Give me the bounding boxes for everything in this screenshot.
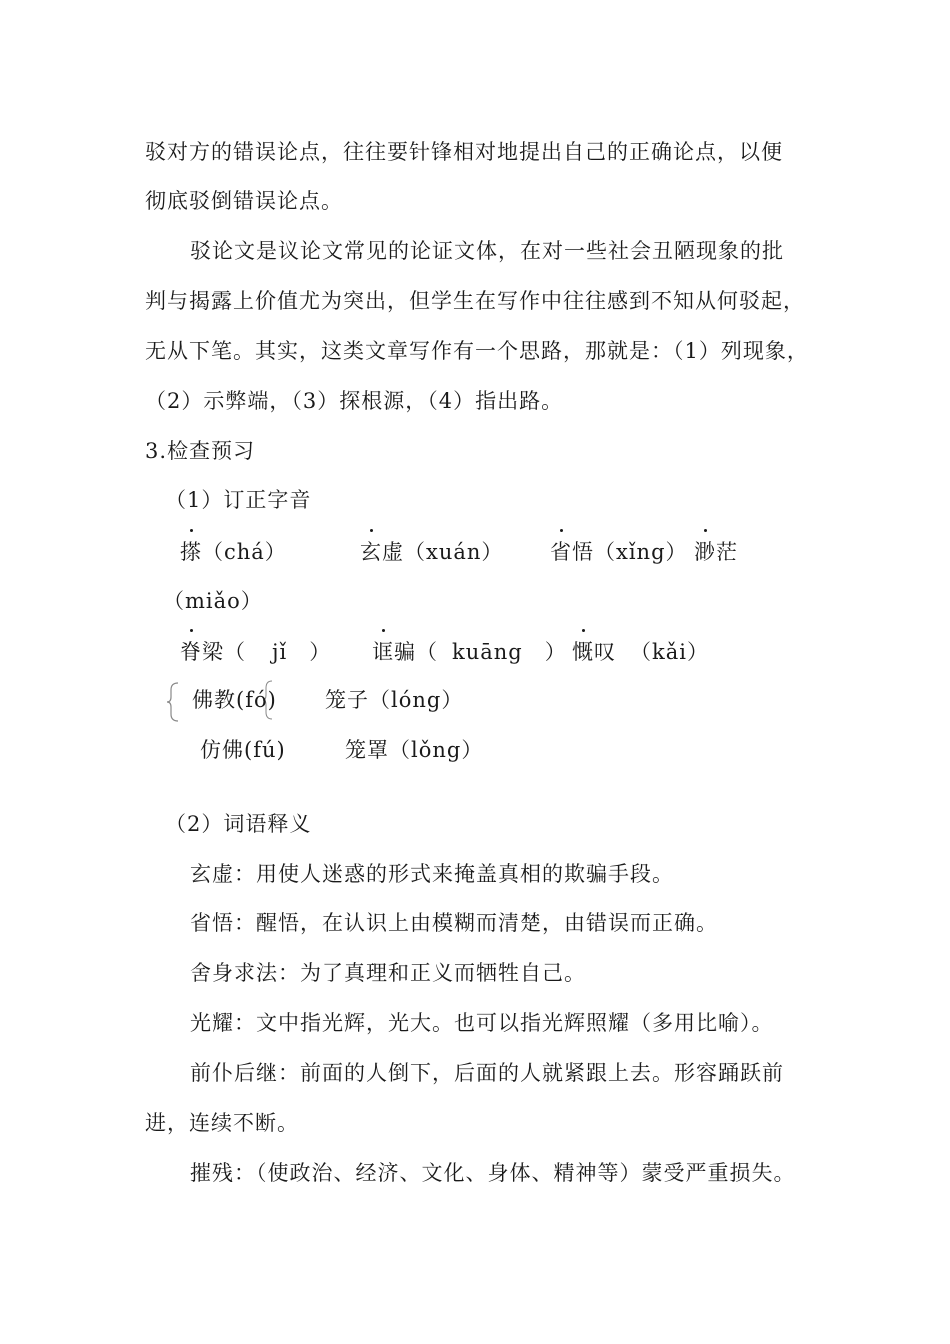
pron-xingwu (550, 538, 688, 566)
definition-2: 省悟：醒悟，在认识上由模糊而清楚，由错误而正确。 (190, 911, 718, 935)
pinyin: （chá） (202, 540, 287, 564)
pron-kaitan (572, 638, 709, 666)
word-rest: 虚 (382, 540, 404, 564)
pinyin: （kǎi） (630, 640, 709, 664)
definition-4: 光耀：文中指光辉，光大。也可以指光辉照耀（多用比喻）。 (190, 1011, 774, 1035)
dotted-char: 脊 (180, 640, 202, 664)
pron-jiliang (180, 638, 331, 666)
para2-line3: 无从下笔。其实，这类文章写作有一个思路，那就是：（1）列现象， (145, 339, 809, 363)
pron-fojiao: 佛教(fó) (192, 688, 277, 712)
word-rest: 骗（ (394, 640, 438, 664)
pron-longzhao: 笼罩（lǒng） (345, 738, 484, 762)
definition-3: 舍身求法：为了真理和正义而牺牲自己。 (190, 961, 586, 985)
definition-5-line1: 前仆后继：前面的人倒下，后面的人就紧跟上去。形容踊跃前 (190, 1061, 784, 1085)
pron-miaomang-word (694, 538, 738, 566)
dotted-char: 慨 (572, 640, 594, 664)
dotted-char: 诓 (372, 640, 394, 664)
para2-line4: （2）示弊端，（3）探根源，（4）指出路。 (145, 389, 564, 413)
pron-kuangpian (372, 638, 567, 666)
definition-5-line2: 进，连续不断。 (145, 1111, 299, 1135)
pron-fangfu: 仿佛(fú) (200, 738, 286, 762)
para1-line1: 驳对方的错误论点，往往要针锋相对地提出自己的正确论点，以便 (145, 140, 783, 164)
definition-1: 玄虚：用使人迷惑的形式来掩盖真相的欺骗手段。 (190, 862, 674, 886)
definition-6: 摧残：（使政治、经济、文化、身体、精神等）蒙受严重损失。 (190, 1161, 796, 1185)
pron-miaomang-pinyin: （miǎo） (163, 589, 263, 613)
close-paren: ） (309, 640, 332, 664)
word-rest: 叹 (594, 640, 616, 664)
subheading-pronunciation: （1）订正字音 (165, 488, 312, 512)
dotted-char: 搽 (180, 540, 202, 564)
dotted-char: 省 (550, 540, 572, 564)
word-rest: 茫 (716, 540, 738, 564)
section-heading: 3.检查预习 (145, 439, 256, 463)
pinyin: jǐ (272, 640, 288, 664)
pron-cha (180, 538, 287, 566)
para2-line1: 驳论文是议论文常见的论证文体，在对一些社会丑陋现象的批 (190, 239, 784, 263)
left-brace (166, 682, 180, 722)
close-paren: ） (544, 640, 567, 664)
para2-line2: 判与揭露上价值尤为突出，但学生在写作中往往感到不知从何驳起， (145, 289, 805, 313)
subheading-definitions: （2）词语释义 (165, 812, 312, 836)
pinyin: （xǐng） (594, 540, 688, 564)
dotted-char: 渺 (694, 540, 716, 564)
pron-xuanxu (360, 538, 503, 566)
para1-line2: 彻底驳倒错误论点。 (145, 189, 343, 213)
pron-longzi: 笼子（lóng） (325, 688, 464, 712)
pinyin: kuāng (452, 640, 523, 664)
pinyin: （xuán） (404, 540, 504, 564)
dotted-char: 玄 (360, 540, 382, 564)
word-rest: 梁（ (202, 640, 246, 664)
word-rest: 悟 (572, 540, 594, 564)
